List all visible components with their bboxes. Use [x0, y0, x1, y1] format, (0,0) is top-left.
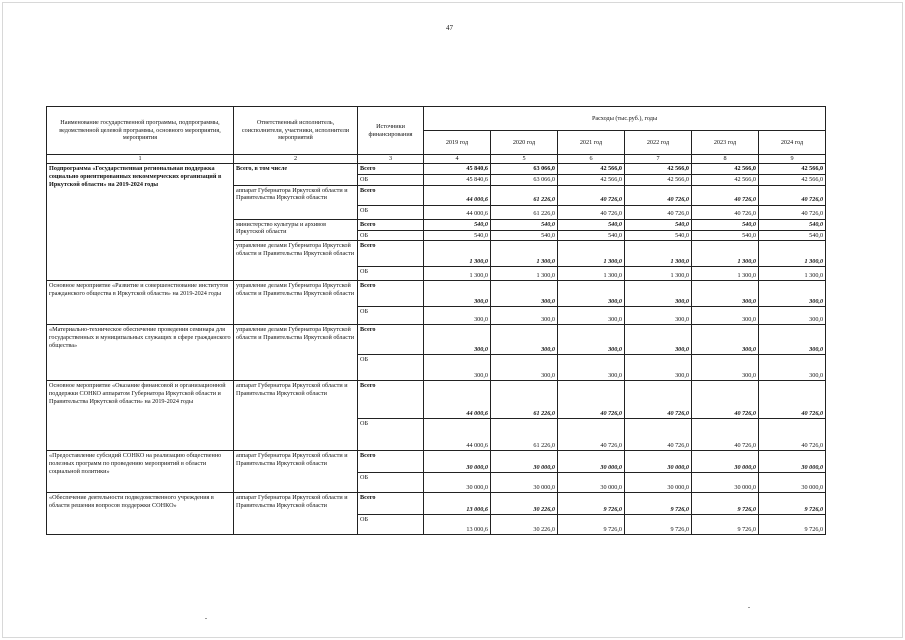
index-cell: 7 [625, 155, 692, 164]
amount-ob-cell: 30 000,0 [759, 473, 826, 493]
source-cell: Всего [358, 381, 424, 419]
amount-total-cell: 1 300,0 [692, 241, 759, 267]
amount-ob-cell: 40 726,0 [692, 419, 759, 451]
amount-ob-cell: 40 726,0 [625, 205, 692, 219]
amount-ob-cell: 9 726,0 [759, 515, 826, 535]
table-row [47, 325, 826, 355]
amount-total-cell: 63 066,0 [491, 164, 558, 175]
amount-total-cell: 45 840,6 [424, 164, 491, 175]
header-expenses: Расходы (тыс.руб.), годы [424, 107, 826, 131]
amount-ob-cell: 61 226,0 [491, 205, 558, 219]
amount-total-cell: 40 726,0 [558, 185, 625, 205]
amount-total-cell: 300,0 [759, 325, 826, 355]
amount-ob-cell: 300,0 [424, 355, 491, 381]
header-name: Наименование государственной программы, подпрограммы, ведомственной целевой программы, основного мероприятия, мероприятия [47, 107, 234, 155]
source-cell: Всего [358, 185, 424, 205]
amount-total-cell: 300,0 [625, 325, 692, 355]
amount-total-cell: 1 300,0 [491, 241, 558, 267]
amount-total-cell: 540,0 [424, 219, 491, 230]
amount-total-cell: 40 726,0 [692, 381, 759, 419]
page-number: 47 [446, 24, 453, 32]
header-source: Источники финансирования [358, 107, 424, 155]
amount-total-cell: 540,0 [759, 219, 826, 230]
amount-ob-cell: 300,0 [625, 307, 692, 325]
index-cell: 5 [491, 155, 558, 164]
executor-cell: аппарат Губернатора Иркутской области и Правительства Иркутской области [234, 451, 358, 493]
amount-ob-cell: 300,0 [759, 355, 826, 381]
amount-total-cell: 42 566,0 [759, 164, 826, 175]
amount-total-cell: 1 300,0 [424, 241, 491, 267]
amount-ob-cell: 61 226,0 [491, 419, 558, 451]
source-cell: ОБ [358, 174, 424, 185]
program-name-cell: «Предоставление субсидий СОНКО на реализацию общественно полезных программ по проведению мероприятий в области социальной политики» [47, 451, 234, 493]
amount-ob-cell: 40 726,0 [759, 205, 826, 219]
amount-ob-cell: 300,0 [692, 355, 759, 381]
amount-total-cell: 300,0 [692, 281, 759, 307]
amount-total-cell: 40 726,0 [625, 381, 692, 419]
amount-ob-cell: 30 000,0 [625, 473, 692, 493]
amount-ob-cell: 40 726,0 [558, 419, 625, 451]
source-cell: Всего [358, 281, 424, 307]
index-cell: 9 [759, 155, 826, 164]
amount-ob-cell: 63 066,0 [491, 174, 558, 185]
table-row [47, 281, 826, 307]
amount-ob-cell: 42 566,0 [759, 174, 826, 185]
amount-total-cell: 1 300,0 [625, 241, 692, 267]
amount-ob-cell: 40 726,0 [692, 205, 759, 219]
program-name-cell: Основное мероприятие «Оказание финансовой и организационной поддержки СОНКО аппаратом Губернатора Иркутской области и Правительства Иркутской области» на 2019-2024 годы [47, 381, 234, 451]
amount-ob-cell: 9 726,0 [692, 515, 759, 535]
index-cell: 6 [558, 155, 625, 164]
amount-ob-cell: 1 300,0 [491, 267, 558, 281]
amount-ob-cell: 42 566,0 [625, 174, 692, 185]
amount-total-cell: 30 226,0 [491, 493, 558, 515]
amount-ob-cell: 300,0 [558, 355, 625, 381]
table-row [47, 493, 826, 515]
amount-ob-cell: 1 300,0 [692, 267, 759, 281]
amount-total-cell: 9 726,0 [558, 493, 625, 515]
amount-ob-cell: 45 840,6 [424, 174, 491, 185]
amount-total-cell: 9 726,0 [759, 493, 826, 515]
source-cell: ОБ [358, 267, 424, 281]
amount-ob-cell: 300,0 [625, 355, 692, 381]
amount-total-cell: 540,0 [692, 219, 759, 230]
amount-total-cell: 300,0 [424, 325, 491, 355]
amount-ob-cell: 300,0 [424, 307, 491, 325]
amount-total-cell: 300,0 [424, 281, 491, 307]
executor-cell: аппарат Губернатора Иркутской области и Правительства Иркутской области [234, 381, 358, 451]
amount-total-cell: 300,0 [692, 325, 759, 355]
header-year: 2022 год [625, 131, 692, 155]
amount-total-cell: 44 000,6 [424, 185, 491, 205]
amount-ob-cell: 40 726,0 [759, 419, 826, 451]
header-year: 2019 год [424, 131, 491, 155]
amount-ob-cell: 30 000,0 [491, 473, 558, 493]
amount-total-cell: 40 726,0 [558, 381, 625, 419]
amount-ob-cell: 13 000,6 [424, 515, 491, 535]
executor-cell: управление делами Губернатора Иркутской области и Правительства Иркутской области [234, 241, 358, 281]
executor-cell: министерство культуры и архивов Иркутской области [234, 219, 358, 241]
amount-ob-cell: 1 300,0 [558, 267, 625, 281]
amount-total-cell: 30 000,0 [558, 451, 625, 473]
amount-ob-cell: 1 300,0 [625, 267, 692, 281]
amount-total-cell: 9 726,0 [625, 493, 692, 515]
amount-total-cell: 1 300,0 [558, 241, 625, 267]
executor-cell: управление делами Губернатора Иркутской области и Правительства Иркутской области [234, 325, 358, 381]
amount-total-cell: 9 726,0 [692, 493, 759, 515]
index-cell: 2 [234, 155, 358, 164]
amount-ob-cell: 30 000,0 [692, 473, 759, 493]
executor-cell: управление делами Губернатора Иркутской области и Правительства Иркутской области [234, 281, 358, 325]
table-row [47, 381, 826, 419]
amount-total-cell: 40 726,0 [625, 185, 692, 205]
amount-total-cell: 40 726,0 [759, 381, 826, 419]
amount-total-cell: 61 226,0 [491, 185, 558, 205]
source-cell: Всего [358, 493, 424, 515]
amount-ob-cell: 42 566,0 [692, 174, 759, 185]
amount-ob-cell: 300,0 [558, 307, 625, 325]
amount-ob-cell: 1 300,0 [759, 267, 826, 281]
header-year: 2020 год [491, 131, 558, 155]
amount-ob-cell: 300,0 [692, 307, 759, 325]
header-year: 2023 год [692, 131, 759, 155]
index-cell: 8 [692, 155, 759, 164]
program-name-cell: «Обеспечение деятельности подведомственного учреждения в области решения вопросов поддержки СОНКО» [47, 493, 234, 535]
amount-ob-cell: 300,0 [491, 307, 558, 325]
source-cell: Всего [358, 164, 424, 175]
amount-total-cell: 30 000,0 [491, 451, 558, 473]
amount-total-cell: 300,0 [625, 281, 692, 307]
executor-cell: аппарат Губернатора Иркутской области и Правительства Иркутской области [234, 493, 358, 535]
amount-total-cell: 44 000,6 [424, 381, 491, 419]
amount-ob-cell: 300,0 [759, 307, 826, 325]
amount-total-cell: 300,0 [558, 325, 625, 355]
amount-ob-cell: 30 000,0 [424, 473, 491, 493]
amount-total-cell: 42 566,0 [558, 164, 625, 175]
amount-ob-cell: 1 300,0 [424, 267, 491, 281]
amount-total-cell: 13 000,6 [424, 493, 491, 515]
amount-total-cell: 40 726,0 [692, 185, 759, 205]
amount-total-cell: 300,0 [759, 281, 826, 307]
header-row [47, 107, 826, 131]
amount-ob-cell: 540,0 [558, 230, 625, 241]
index-cell: 1 [47, 155, 234, 164]
amount-total-cell: 30 000,0 [692, 451, 759, 473]
scan-speck [748, 607, 750, 608]
source-cell: ОБ [358, 515, 424, 535]
amount-total-cell: 42 566,0 [625, 164, 692, 175]
amount-total-cell: 540,0 [558, 219, 625, 230]
amount-total-cell: 300,0 [491, 281, 558, 307]
index-cell: 3 [358, 155, 424, 164]
amount-ob-cell: 540,0 [692, 230, 759, 241]
amount-ob-cell: 30 226,0 [491, 515, 558, 535]
amount-ob-cell: 300,0 [491, 355, 558, 381]
executor-cell: аппарат Губернатора Иркутской области и Правительства Иркутской области [234, 185, 358, 219]
source-cell: Всего [358, 219, 424, 230]
amount-ob-cell: 44 000,6 [424, 419, 491, 451]
amount-total-cell: 300,0 [491, 325, 558, 355]
amount-total-cell: 1 300,0 [759, 241, 826, 267]
source-cell: Всего [358, 241, 424, 267]
index-cell: 4 [424, 155, 491, 164]
source-cell: ОБ [358, 307, 424, 325]
amount-total-cell: 61 226,0 [491, 381, 558, 419]
source-cell: Всего [358, 325, 424, 355]
amount-ob-cell: 540,0 [424, 230, 491, 241]
amount-total-cell: 540,0 [491, 219, 558, 230]
source-cell: Всего [358, 451, 424, 473]
amount-ob-cell: 540,0 [759, 230, 826, 241]
program-name-cell: Основное мероприятие «Развитие и совершенствование институтов гражданского общества в Иркутской области» на 2019-2024 годы [47, 281, 234, 325]
amount-total-cell: 30 000,0 [759, 451, 826, 473]
amount-ob-cell: 9 726,0 [625, 515, 692, 535]
amount-total-cell: 540,0 [625, 219, 692, 230]
amount-ob-cell: 42 566,0 [558, 174, 625, 185]
header-executor: Ответственный исполнитель, соисполнители, участники, исполнители мероприятий [234, 107, 358, 155]
source-cell: ОБ [358, 419, 424, 451]
scan-speck [205, 618, 207, 619]
source-cell: ОБ [358, 205, 424, 219]
table-row [47, 164, 826, 175]
amount-total-cell: 40 726,0 [759, 185, 826, 205]
amount-ob-cell: 44 000,6 [424, 205, 491, 219]
amount-ob-cell: 540,0 [491, 230, 558, 241]
amount-total-cell: 30 000,0 [625, 451, 692, 473]
table-row [47, 451, 826, 473]
program-name-cell: Подпрограмма «Государственная региональная поддержка социально ориентированных некоммерческих организаций в Иркутской области» на 2019-2024 годы [47, 164, 234, 281]
amount-total-cell: 300,0 [558, 281, 625, 307]
source-cell: ОБ [358, 355, 424, 381]
amount-ob-cell: 40 726,0 [558, 205, 625, 219]
program-name-cell: «Материально-техническое обеспечение проведения семинара для государственных и муниципальных служащих в сфере гражданского общества» [47, 325, 234, 381]
amount-ob-cell: 9 726,0 [558, 515, 625, 535]
amount-ob-cell: 540,0 [625, 230, 692, 241]
executor-cell: Всего, в том числе [234, 164, 358, 186]
source-cell: ОБ [358, 230, 424, 241]
header-year: 2021 год [558, 131, 625, 155]
header-year: 2024 год [759, 131, 826, 155]
source-cell: ОБ [358, 473, 424, 493]
budget-table [46, 106, 826, 535]
amount-total-cell: 30 000,0 [424, 451, 491, 473]
amount-ob-cell: 30 000,0 [558, 473, 625, 493]
index-row [47, 155, 826, 164]
amount-ob-cell: 40 726,0 [625, 419, 692, 451]
amount-total-cell: 42 566,0 [692, 164, 759, 175]
